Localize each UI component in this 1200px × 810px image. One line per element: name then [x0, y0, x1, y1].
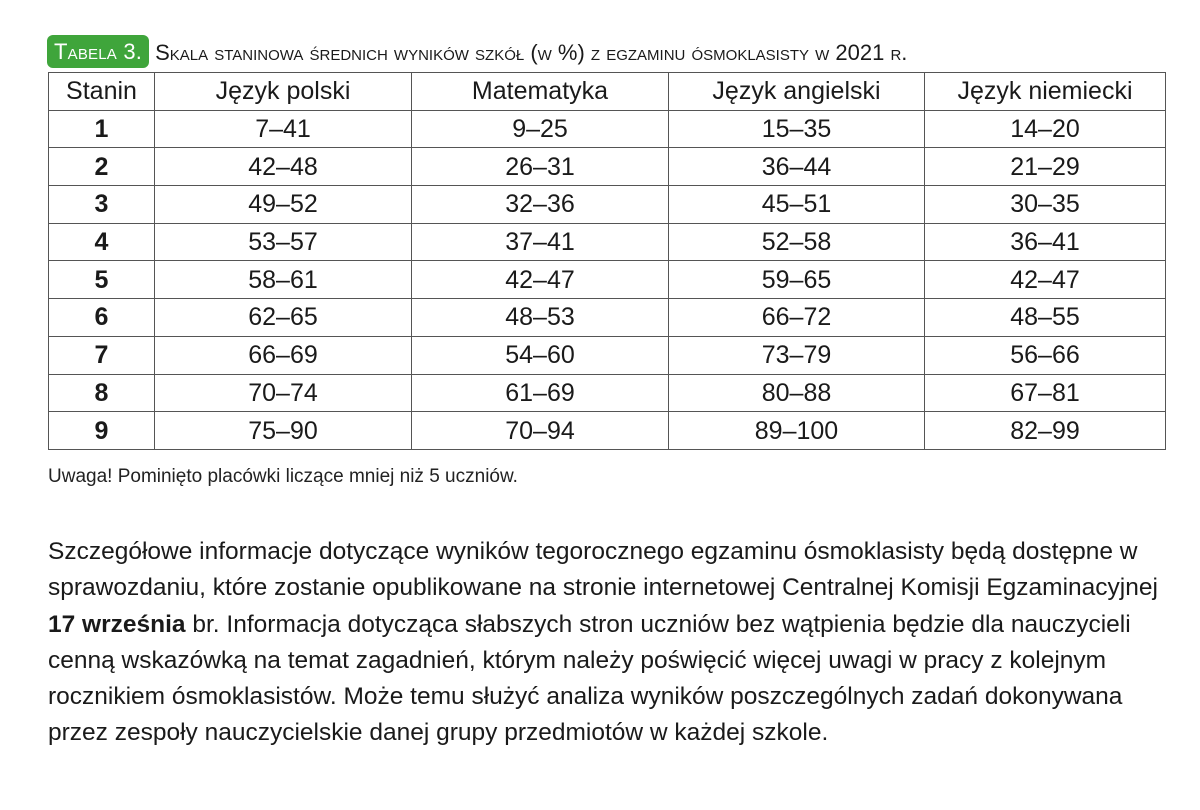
stanin-cell: 5	[49, 261, 155, 299]
stanin-cell: 3	[49, 186, 155, 224]
stanin-cell: 8	[49, 374, 155, 412]
math-range-cell: 37–41	[412, 223, 669, 261]
math-range-cell: 32–36	[412, 186, 669, 224]
german-range-cell: 82–99	[925, 412, 1166, 450]
stanin-cell: 7	[49, 336, 155, 374]
german-range-cell: 48–55	[925, 299, 1166, 337]
table-row	[49, 186, 1166, 224]
column-header-math: Matematyka	[412, 73, 669, 111]
german-range-cell: 42–47	[925, 261, 1166, 299]
table-row	[49, 223, 1166, 261]
polish-range-cell: 58–61	[155, 261, 412, 299]
table-caption	[47, 28, 907, 68]
polish-range-cell: 42–48	[155, 148, 412, 186]
column-header-german: Język niemiecki	[925, 73, 1166, 111]
math-range-cell: 48–53	[412, 299, 669, 337]
german-range-cell: 36–41	[925, 223, 1166, 261]
german-range-cell: 56–66	[925, 336, 1166, 374]
table-row	[49, 148, 1166, 186]
table-title: Skala staninowa średnich wyników szkół (w %) z egzaminu ósmoklasisty w 2021 r.	[155, 40, 908, 65]
stanin-cell: 6	[49, 299, 155, 337]
polish-range-cell: 70–74	[155, 374, 412, 412]
english-range-cell: 73–79	[669, 336, 925, 374]
german-range-cell: 67–81	[925, 374, 1166, 412]
table-row	[49, 110, 1166, 148]
math-range-cell: 9–25	[412, 110, 669, 148]
stanin-cell: 2	[49, 148, 155, 186]
table-number-badge: Tabela 3.	[47, 35, 149, 68]
stanin-cell: 4	[49, 223, 155, 261]
math-range-cell: 42–47	[412, 261, 669, 299]
english-range-cell: 59–65	[669, 261, 925, 299]
polish-range-cell: 7–41	[155, 110, 412, 148]
german-range-cell: 14–20	[925, 110, 1166, 148]
polish-range-cell: 49–52	[155, 186, 412, 224]
stanin-cell: 1	[49, 110, 155, 148]
polish-range-cell: 53–57	[155, 223, 412, 261]
table-row	[49, 261, 1166, 299]
paragraph-text-start: Szczegółowe informacje dotyczące wyników tegorocznego egzaminu ósmoklasisty będą dostępne w sprawozdaniu, które zostanie opublikowane na stronie internetowej Centralnej Komisji Egzaminacyjnej	[48, 538, 1158, 602]
paragraph-text-end: br. Informacja dotycząca słabszych stron uczniów bez wątpienia będzie dla nauczycieli cenną wskazówką na temat zagadnień, którym należy poświęcić więcej uwagi w pracy z kolejnym rocznikiem ósmoklasistów. Może temu służyć analiza wyników poszczególnych zadań dokonywana przez zespoły nauczycielskie danej grupy przedmiotów w każdej szkole.	[48, 610, 1131, 747]
english-range-cell: 36–44	[669, 148, 925, 186]
column-header-english: Język angielski	[669, 73, 925, 111]
german-range-cell: 21–29	[925, 148, 1166, 186]
math-range-cell: 70–94	[412, 412, 669, 450]
table-row	[49, 299, 1166, 337]
math-range-cell: 26–31	[412, 148, 669, 186]
table-row	[49, 412, 1166, 450]
english-range-cell: 15–35	[669, 110, 925, 148]
english-range-cell: 66–72	[669, 299, 925, 337]
polish-range-cell: 66–69	[155, 336, 412, 374]
table-row	[49, 374, 1166, 412]
math-range-cell: 54–60	[412, 336, 669, 374]
polish-range-cell: 75–90	[155, 412, 412, 450]
column-header-polish: Język polski	[155, 73, 412, 111]
english-range-cell: 80–88	[669, 374, 925, 412]
body-paragraph	[48, 534, 1168, 752]
publication-date: 17 września	[48, 610, 186, 638]
polish-range-cell: 62–65	[155, 299, 412, 337]
table-note: Uwaga! Pominięto placówki liczące mniej niż 5 uczniów.	[48, 466, 518, 487]
english-range-cell: 52–58	[669, 223, 925, 261]
table-header-row	[49, 73, 1166, 111]
german-range-cell: 30–35	[925, 186, 1166, 224]
stanine-table	[48, 72, 1166, 450]
column-header-stanin: Stanin	[49, 73, 155, 111]
math-range-cell: 61–69	[412, 374, 669, 412]
stanin-cell: 9	[49, 412, 155, 450]
english-range-cell: 89–100	[669, 412, 925, 450]
english-range-cell: 45–51	[669, 186, 925, 224]
table-row	[49, 336, 1166, 374]
